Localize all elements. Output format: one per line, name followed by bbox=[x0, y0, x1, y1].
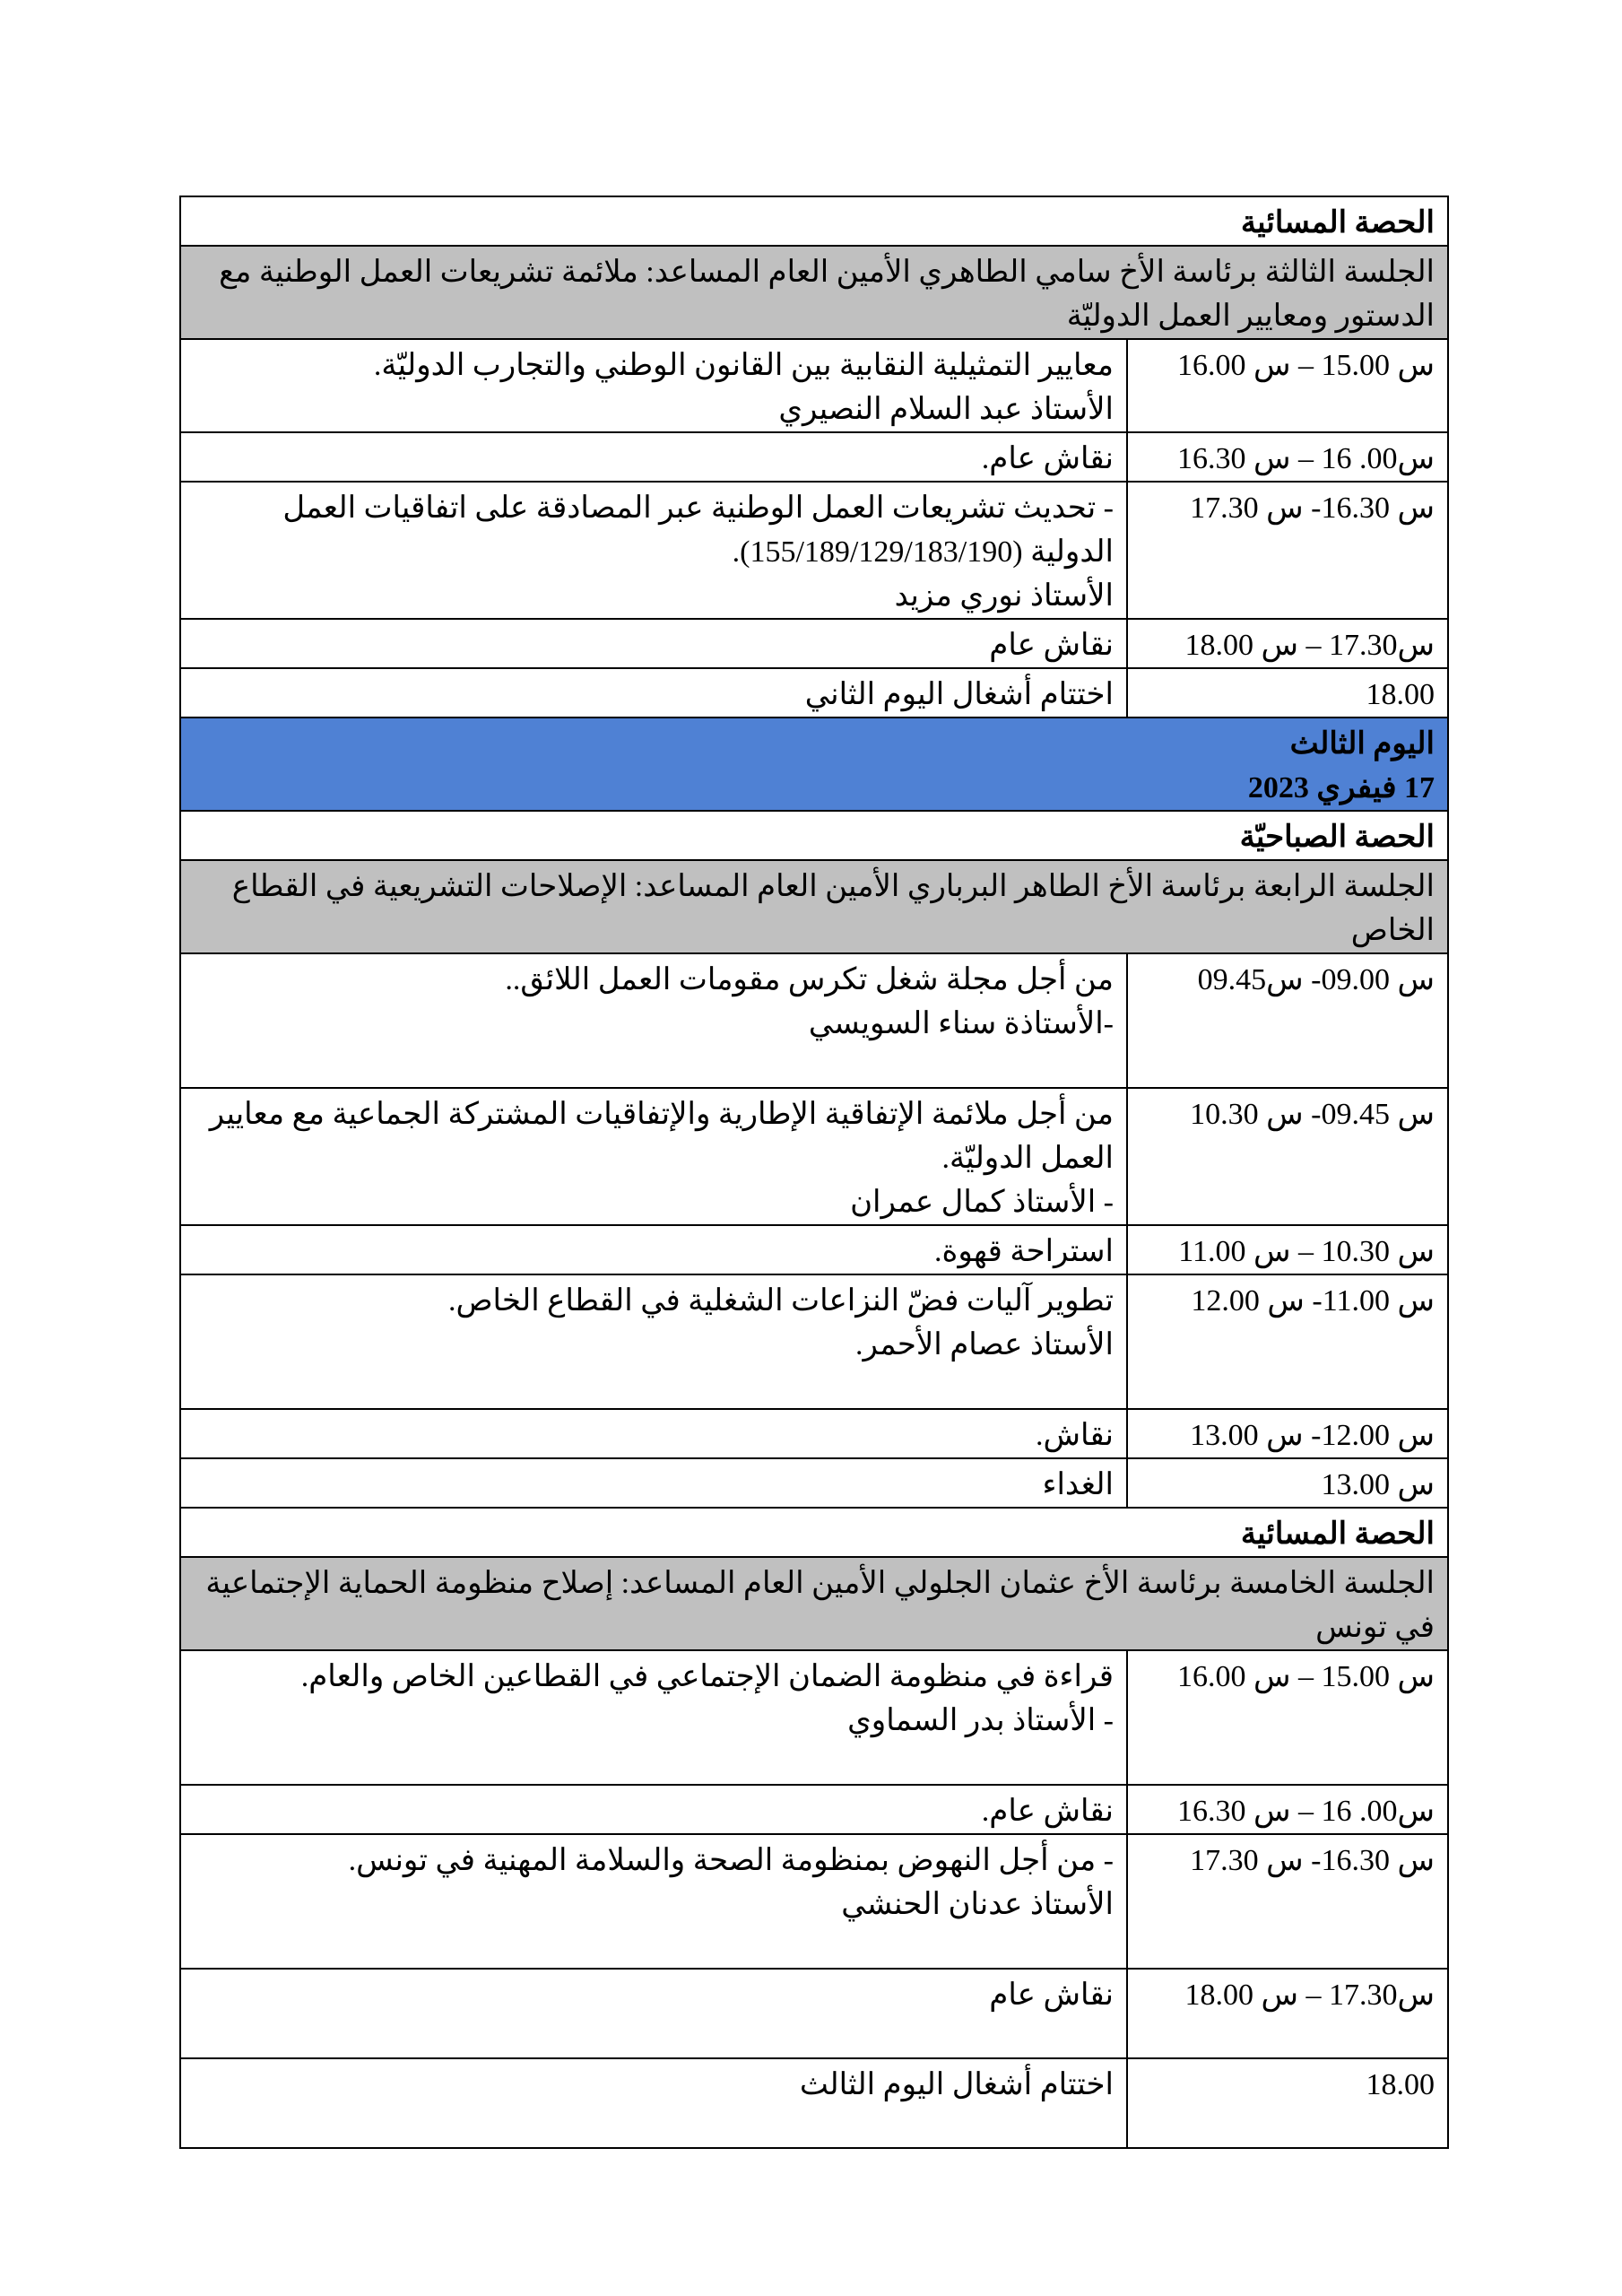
day-header-row bbox=[180, 718, 1448, 811]
speaker-name: - الأستاذ بدر السماوي bbox=[847, 1704, 1114, 1737]
table-row bbox=[180, 1088, 1448, 1225]
schedule-table bbox=[179, 196, 1449, 2149]
time-slot: 18.00 bbox=[1366, 2068, 1435, 2101]
time-slot: س 13.00 bbox=[1321, 1468, 1435, 1501]
talk-title: قراءة في منظومة الضمان الإجتماعي في القطاعين الخاص والعام. bbox=[300, 1660, 1114, 1693]
time-slot: س 15.00 – س 16.00 bbox=[1176, 1660, 1435, 1693]
time-slot: س 15.00 – س 16.00 bbox=[1176, 349, 1435, 382]
section-row bbox=[180, 811, 1448, 860]
talk-title: نقاش عام bbox=[989, 629, 1114, 662]
talk-title: نقاش عام bbox=[989, 1979, 1114, 2012]
table-row bbox=[180, 339, 1448, 432]
time-slot: س 09.45- س 10.30 bbox=[1190, 1098, 1435, 1131]
table-row bbox=[180, 953, 1448, 1088]
table-row bbox=[180, 1225, 1448, 1274]
speaker-name: الأستاذ عبد السلام النصيري bbox=[778, 393, 1114, 426]
talk-title: من أجل ملائمة الإتفاقية الإطارية والإتفاقيات المشتركة الجماعية مع معايير العمل الدوليّة. bbox=[209, 1098, 1114, 1175]
talk-title: - تحديث تشريعات العمل الوطنية عبر المصادقة على اتفاقيات العمل الدولية (155/189/129/183/190). bbox=[282, 491, 1114, 569]
time-slot: س 16.30- س 17.30 bbox=[1190, 1844, 1435, 1877]
talk-title: نقاش عام. bbox=[981, 1795, 1114, 1828]
time-slot: س 11.00- س 12.00 bbox=[1191, 1284, 1435, 1318]
section-row bbox=[180, 196, 1448, 246]
table-row bbox=[180, 1458, 1448, 1508]
session-row bbox=[180, 1557, 1448, 1650]
time-slot: س00. 16 – س 16.30 bbox=[1176, 442, 1435, 475]
talk-title: الغداء bbox=[1042, 1468, 1114, 1501]
session-row bbox=[180, 246, 1448, 339]
talk-title: اختتام أشغال اليوم الثاني bbox=[804, 678, 1114, 711]
time-slot: س 10.30 – س 11.00 bbox=[1178, 1235, 1435, 1268]
section-row bbox=[180, 1508, 1448, 1557]
section-title: الحصة الصباحيّة bbox=[180, 811, 1448, 860]
speaker-name: الأستاذ عدنان الحنشي bbox=[841, 1888, 1114, 1921]
time-slot: س17.30 – س 18.00 bbox=[1184, 1979, 1435, 2012]
table-row bbox=[180, 432, 1448, 482]
table-row bbox=[180, 1274, 1448, 1409]
session-row bbox=[180, 860, 1448, 953]
speaker-name: الأستاذ نوري مزيد bbox=[894, 579, 1114, 613]
time-slot: س00. 16 – س 16.30 bbox=[1176, 1795, 1435, 1828]
talk-title: استراحة قهوة. bbox=[934, 1235, 1114, 1268]
speaker-name: الأستاذ عصام الأحمر. bbox=[854, 1328, 1114, 1361]
table-row bbox=[180, 1969, 1448, 2058]
session-title: الجلسة الخامسة برئاسة الأخ عثمان الجلولي الأمين العام المساعد: إصلاح منظومة الحماية الإجتماعية في تونس bbox=[180, 1557, 1448, 1650]
speaker-name: - الأستاذ كمال عمران bbox=[850, 1186, 1114, 1219]
day-title: اليوم الثالث bbox=[1289, 727, 1435, 761]
time-slot: س17.30 – س 18.00 bbox=[1184, 629, 1435, 662]
time-slot: س 12.00- س 13.00 bbox=[1190, 1419, 1435, 1452]
table-row bbox=[180, 482, 1448, 619]
day-date: 17 فيفري 2023 bbox=[1247, 771, 1435, 804]
talk-title: من أجل مجلة شغل تكرس مقومات العمل اللائق.. bbox=[505, 963, 1114, 996]
speaker-name: -الأستاذة سناء السويسي bbox=[808, 1007, 1114, 1040]
talk-title: نقاش عام. bbox=[981, 442, 1114, 475]
time-slot: 18.00 bbox=[1366, 678, 1435, 711]
time-slot: س 09.00- س09.45 bbox=[1197, 963, 1435, 996]
session-title: الجلسة الرابعة برئاسة الأخ الطاهر البرباري الأمين العام المساعد: الإصلاحات التشريعية في القطاع الخاص bbox=[180, 860, 1448, 953]
time-slot: س 16.30- س 17.30 bbox=[1190, 491, 1435, 525]
table-row bbox=[180, 619, 1448, 668]
section-title: الحصة المسائية bbox=[180, 196, 1448, 246]
table-row bbox=[180, 1650, 1448, 1785]
talk-title: معايير التمثيلية النقابية بين القانون الوطني والتجارب الدوليّة. bbox=[373, 349, 1114, 382]
table-row bbox=[180, 1834, 1448, 1969]
table-row bbox=[180, 1409, 1448, 1458]
talk-title: اختتام أشغال اليوم الثالث bbox=[799, 2068, 1114, 2101]
table-row bbox=[180, 2058, 1448, 2148]
talk-title: تطوير آليات فضّ النزاعات الشغلية في القطاع الخاص. bbox=[447, 1284, 1114, 1318]
table-row bbox=[180, 668, 1448, 718]
talk-title: نقاش. bbox=[1035, 1419, 1114, 1452]
session-title: الجلسة الثالثة برئاسة الأخ سامي الطاهري الأمين العام المساعد: ملائمة تشريعات العمل الوطنية مع الدستور ومعايير العمل الدوليّة bbox=[180, 246, 1448, 339]
section-title: الحصة المسائية bbox=[180, 1508, 1448, 1557]
table-row bbox=[180, 1785, 1448, 1834]
talk-title: - من أجل النهوض بمنظومة الصحة والسلامة المهنية في تونس. bbox=[348, 1844, 1114, 1877]
